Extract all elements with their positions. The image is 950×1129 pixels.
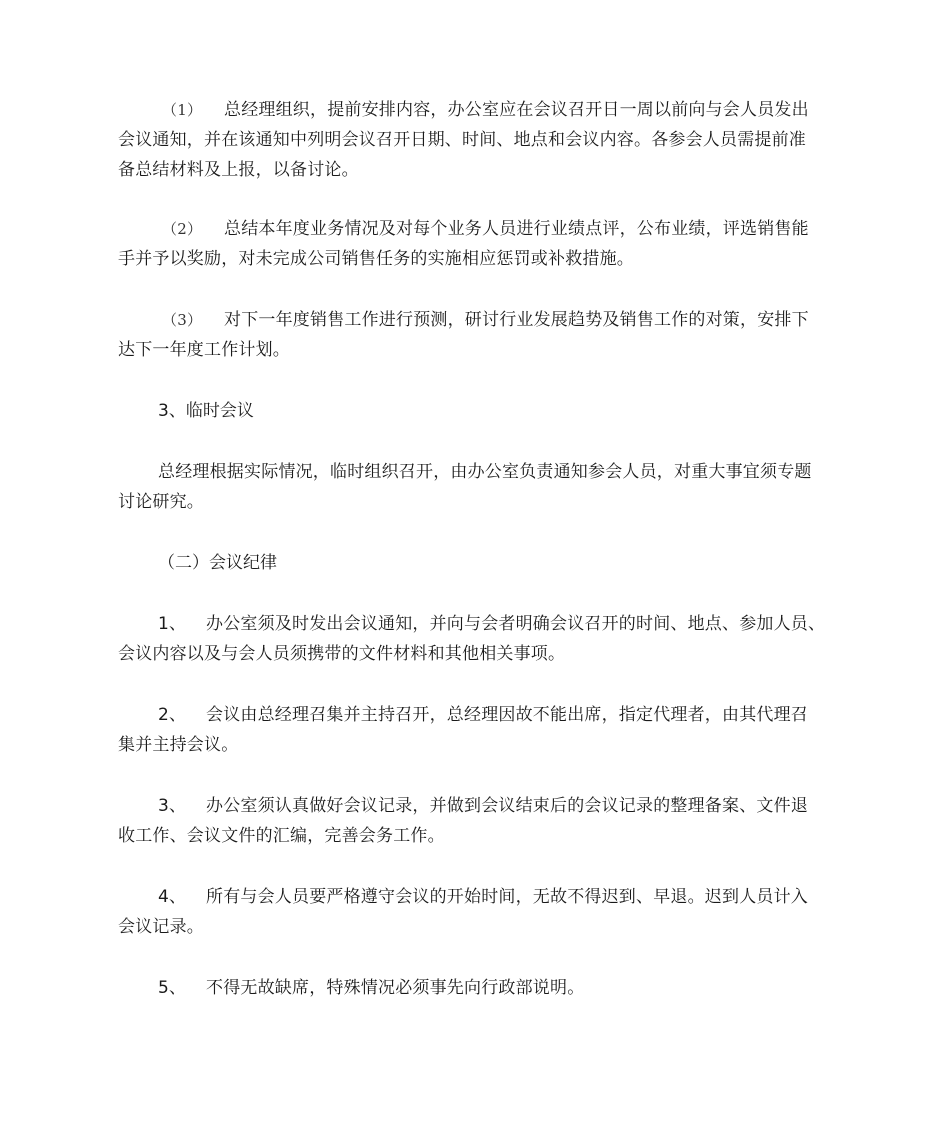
- paragraph-line: 备总结材料及上报，以备讨论。: [118, 160, 359, 180]
- paragraph-line: 4、 所有与会人员要严格遵守会议的开始时间，无故不得迟到、早退。迟到人员计入: [118, 882, 834, 912]
- paragraph-line: 1、 办公室须及时发出会议通知，并向与会者明确会议召开的时间、地点、参加人员、: [118, 609, 834, 639]
- paragraph-line: （3） 对下一年度销售工作进行预测，研讨行业发展趋势及销售工作的对策，安排下: [118, 305, 834, 335]
- paragraph-line: 收工作、会议文件的汇编，完善会务工作。: [118, 826, 445, 846]
- paragraph-line: 3、 办公室须认真做好会议记录，并做到会议结束后的会议记录的整理备案、文件退: [118, 791, 834, 821]
- item-number: （2）: [162, 220, 203, 238]
- item-number: 2、: [158, 705, 187, 725]
- paragraph-line: 会议内容以及与会人员须携带的文件材料和其他相关事项。: [118, 644, 566, 664]
- paragraph-line: 5、 不得无故缺席，特殊情况必须事先向行政部说明。: [118, 973, 834, 1003]
- paragraph-line: 手并予以奖励，对未完成公司销售任务的实施相应惩罚或补救措施。: [118, 249, 634, 269]
- section-heading-temporary-meeting: 3、临时会议: [158, 401, 254, 421]
- paragraph-line: 会议记录。: [118, 917, 204, 937]
- discipline-item-5: [118, 973, 834, 1003]
- discipline-item-2: [118, 700, 834, 760]
- item-number: 1、: [158, 614, 187, 634]
- paragraph-line: 总经理根据实际情况，临时组织召开，由办公室负责通知参会人员，对重大事宜须专题: [158, 462, 812, 482]
- paragraph-line: （1） 总经理组织，提前安排内容，办公室应在会议召开日一周以前向与会人员发出: [118, 95, 834, 125]
- list-item-paren-1: [118, 95, 834, 185]
- paragraph-line: 讨论研究。: [118, 492, 204, 512]
- discipline-item-3: [118, 791, 834, 851]
- item-number: （3）: [162, 311, 203, 329]
- item-number: 5、: [158, 978, 187, 998]
- item-number: 4、: [158, 887, 187, 907]
- temporary-meeting-paragraph: [118, 457, 834, 517]
- list-item-paren-2: [118, 214, 834, 274]
- section-heading-meeting-discipline: （二）会议纪律: [158, 553, 277, 573]
- item-number: （1）: [162, 101, 203, 119]
- item-number: 3、: [158, 796, 187, 816]
- list-item-paren-3: [118, 305, 834, 365]
- paragraph-line: 集并主持会议。: [118, 735, 239, 755]
- paragraph-line: 达下一年度工作计划。: [118, 340, 290, 360]
- paragraph-line: 2、 会议由总经理召集并主持召开，总经理因故不能出席，指定代理者，由其代理召: [118, 700, 834, 730]
- discipline-item-1: [118, 609, 834, 669]
- paragraph-line: 会议通知，并在该通知中列明会议召开日期、时间、地点和会议内容。各参会人员需提前准: [118, 130, 806, 150]
- discipline-item-4: [118, 882, 834, 942]
- paragraph-line: （2） 总结本年度业务情况及对每个业务人员进行业绩点评，公布业绩，评选销售能: [118, 214, 834, 244]
